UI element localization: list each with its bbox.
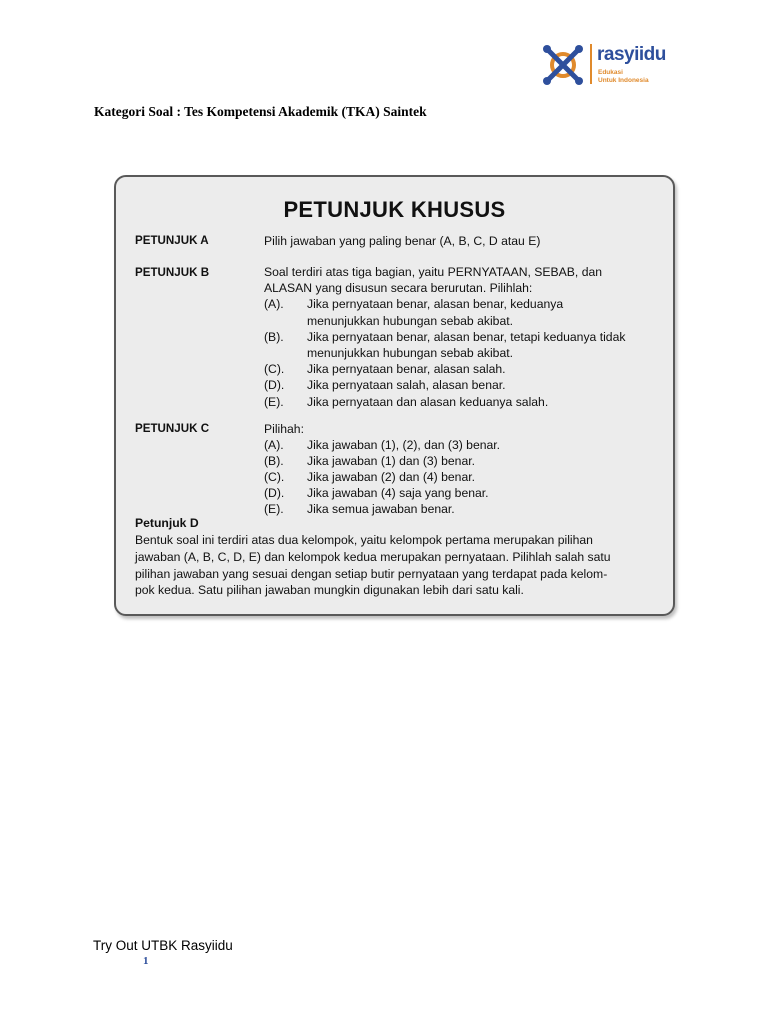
petunjuk-b-option-text: Jika pernyataan salah, alasan benar. xyxy=(307,378,506,392)
category-heading: Kategori Soal : Tes Kompetensi Akademik (TKA) Saintek xyxy=(94,104,427,119)
petunjuk-b-option-text: Jika pernyataan benar, alasan salah. xyxy=(307,362,506,376)
petunjuk-c-option-text: Jika jawaban (1), (2), dan (3) benar. xyxy=(307,438,501,452)
petunjuk-b-option-key: (C). xyxy=(264,362,285,376)
petunjuk-d-title: Petunjuk D xyxy=(135,516,199,530)
logo-name: rasyiidu xyxy=(597,44,666,65)
petunjuk-a-text: Pilih jawaban yang paling benar (A, B, C, D atau E) xyxy=(264,234,541,248)
petunjuk-b-intro-1: Soal terdiri atas tiga bagian, yaitu PERNYATAAN, SEBAB, dan xyxy=(264,265,603,279)
petunjuk-a-label: PETUNJUK A xyxy=(135,234,209,247)
petunjuk-c-intro: Pilihah: xyxy=(264,422,304,436)
logo-tagline xyxy=(598,69,649,85)
petunjuk-b-option-key: (D). xyxy=(264,378,285,392)
rasyiidu-logo xyxy=(540,40,680,90)
page-number: 1 xyxy=(143,955,149,967)
petunjuk-b-option-text: menunjukkan hubungan sebab akibat. xyxy=(307,314,513,328)
petunjuk-d-line: pilihan jawaban yang sesuai dengan setiap butir pernyataan yang terdapat pada kelom- xyxy=(135,567,608,581)
petunjuk-d-line: Bentuk soal ini terdiri atas dua kelompok, yaitu kelompok pertama merupakan pilihan xyxy=(135,533,593,547)
petunjuk-c-option-key: (C). xyxy=(264,470,285,484)
petunjuk-b-option-text: menunjukkan hubungan sebab akibat. xyxy=(307,346,513,360)
petunjuk-c-label: PETUNJUK C xyxy=(135,422,210,435)
footer-text: Try Out UTBK Rasyiidu xyxy=(93,938,233,953)
petunjuk-b-option-key: (B). xyxy=(264,330,284,344)
petunjuk-b-intro-2: ALASAN yang disusun secara berurutan. Pilihlah: xyxy=(264,281,533,295)
petunjuk-b-label: PETUNJUK B xyxy=(135,266,210,279)
box-title: PETUNJUK KHUSUS xyxy=(283,197,506,222)
petunjuk-c-option-key: (E). xyxy=(264,502,284,516)
petunjuk-d-line: jawaban (A, B, C, D, E) dan kelompok kedua merupakan pernyataan. Pilihlah salah satu xyxy=(135,550,611,564)
petunjuk-b-option-key: (E). xyxy=(264,395,284,409)
logo-tagline-2: Untuk Indonesia xyxy=(598,77,649,84)
rasyiidu-logo-mark-icon xyxy=(540,42,586,88)
instructions-box xyxy=(114,175,675,616)
petunjuk-b-option-text: Jika pernyataan benar, alasan benar, keduanya xyxy=(307,297,564,311)
petunjuk-c-option-text: Jika jawaban (2) dan (4) benar. xyxy=(307,470,476,484)
petunjuk-b-option-text: Jika pernyataan benar, alasan benar, tetapi keduanya tidak xyxy=(307,330,626,344)
logo-divider xyxy=(590,44,592,84)
petunjuk-d-line: pok kedua. Satu pilihan jawaban mungkin digunakan lebih dari satu kali. xyxy=(135,583,524,597)
petunjuk-c-option-text: Jika jawaban (1) dan (3) benar. xyxy=(307,454,476,468)
petunjuk-c-option-key: (B). xyxy=(264,454,284,468)
logo-tagline-1: Edukasi xyxy=(598,69,623,76)
petunjuk-c-option-key: (A). xyxy=(264,438,284,452)
petunjuk-b-option-key: (A). xyxy=(264,297,284,311)
petunjuk-c-option-text: Jika semua jawaban benar. xyxy=(307,502,455,516)
petunjuk-c-option-key: (D). xyxy=(264,486,285,500)
petunjuk-b-option-text: Jika pernyataan dan alasan keduanya salah. xyxy=(307,395,549,409)
petunjuk-c-option-text: Jika jawaban (4) saja yang benar. xyxy=(307,486,489,500)
